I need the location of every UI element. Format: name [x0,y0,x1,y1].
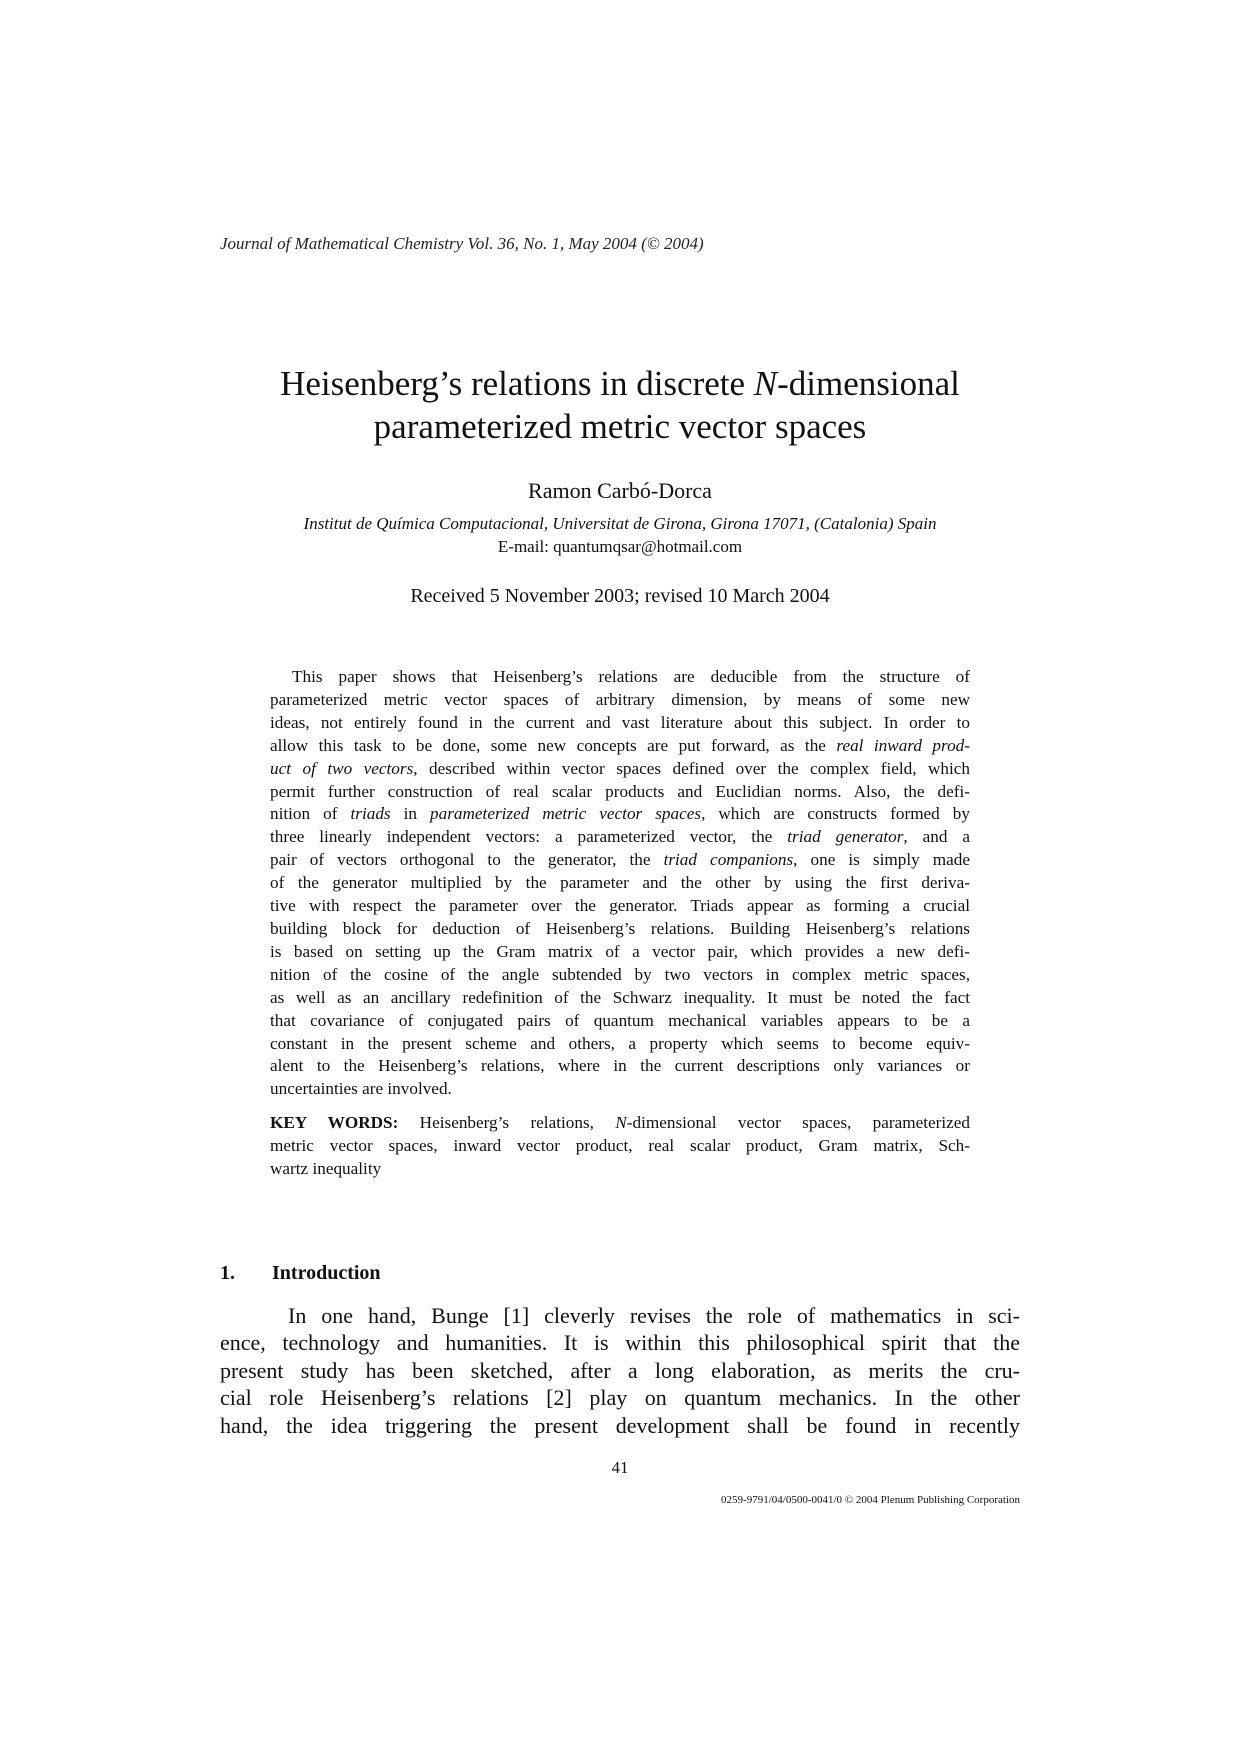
abstract-line: tive with respect the parameter over the generator. Triads appear as forming a crucial [270,896,970,916]
abstract-line: building block for deduction of Heisenberg’s relations. Building Heisenberg’s relations [270,918,970,938]
intro-line: ence, technology and humanities. It is within this philosophical spirit that the [220,1330,1020,1356]
abstract [270,666,970,1101]
abstract-line: permit further construction of real scalar products and Euclidian norms. Also, the defi- [270,781,970,801]
keywords-line: wartz inequality [270,1158,382,1178]
author-name: Ramon Carbó-Dorca [528,478,712,503]
page-number: 41 [611,1458,629,1477]
abstract-line: This paper shows that Heisenberg’s relations are deducible from the structure of [292,667,970,686]
intro-line: hand, the idea triggering the present development shall be found in recently [220,1412,1020,1438]
abstract-line: constant in the present scheme and others, a property which seems to become equiv- [270,1033,970,1053]
paper-title [220,362,1020,448]
abstract-line: alent to the Heisenberg’s relations, where in the current descriptions only variances or [270,1056,970,1076]
section-heading [220,1262,381,1285]
intro-line: cial role Heisenberg’s relations [2] play on quantum mechanics. In the other [220,1385,1020,1411]
abstract-line: of the generator multiplied by the parameter and the other by using the first deriva- [270,873,970,893]
section-number: 1. [220,1262,235,1284]
abstract-line: ideas, not entirely found in the current and vast literature about this subject. In order to [270,712,970,732]
journal-header: Journal of Mathematical Chemistry Vol. 36, No. 1, May 2004 (© 2004) [220,234,704,253]
author-email: E-mail: quantumqsar@hotmail.com [497,537,743,556]
received-dates: Received 5 November 2003; revised 10 March 2004 [410,585,830,607]
keywords-line: metric vector spaces, inward vector product, real scalar product, Gram matrix, Sch- [270,1135,970,1155]
section-title: Introduction [272,1262,381,1284]
abstract-line: is based on setting up the Gram matrix of a vector pair, which provides a new defi- [270,941,970,961]
abstract-line: uct of two vectors, described within vector spaces defined over the complex field, which [270,758,970,778]
intro-paragraph [220,1302,1020,1439]
abstract-line: uncertainties are involved. [270,1079,452,1099]
abstract-line: pair of vectors orthogonal to the generator, the triad companions, one is simply made [270,850,971,870]
title-line-2: parameterized metric vector spaces [373,407,867,446]
intro-line: present study has been sketched, after a long elaboration, as merits the cru- [220,1357,1020,1383]
intro-line: In one hand, Bunge [1] cleverly revises the role of mathematics in sci- [288,1303,1020,1328]
abstract-line: nition of the cosine of the angle subtended by two vectors in complex metric spaces, [270,964,970,984]
abstract-line: allow this task to be done, some new concepts are put forward, as the real inward prod- [270,735,970,755]
keywords-label: KEY WORDS: [270,1113,399,1132]
abstract-line: that covariance of conjugated pairs of quantum mechanical variables appears to be a [270,1010,970,1030]
abstract-line: as well as an ancillary redefinition of the Schwarz inequality. It must be noted the fact [270,987,970,1007]
author-affiliation: Institut de Química Computacional, Universitat de Girona, Girona 17071, (Catalonia) Spain [303,514,937,533]
title-line-1: Heisenberg’s relations in discrete N-dimensional [280,364,960,403]
keywords [270,1112,970,1181]
keywords-line: KEY WORDS: Heisenberg’s relations, N-dimensional vector spaces, parameterized [270,1113,970,1132]
abstract-line: parameterized metric vector spaces of arbitrary dimension, by means of some new [270,689,970,709]
abstract-line: nition of triads in parameterized metric vector spaces, which are constructs formed by [270,804,970,824]
abstract-line: three linearly independent vectors: a parameterized vector, the triad generator, and a [270,827,970,847]
copyright-line: 0259-9791/04/0500-0041/0 © 2004 Plenum Publishing Corporation [721,1494,1020,1506]
